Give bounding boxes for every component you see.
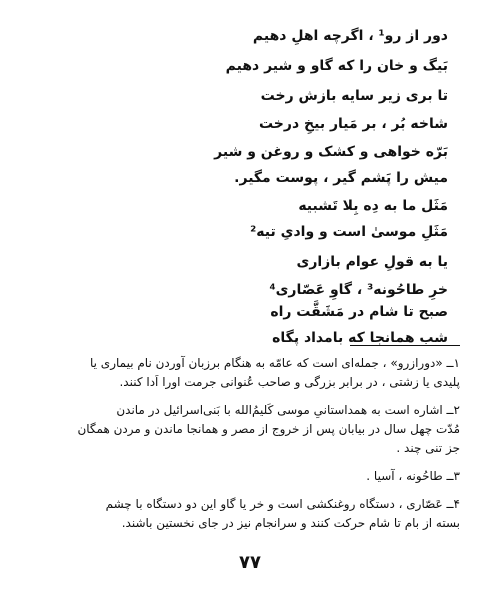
- poem-line-2: بَیگ و خان را که گاو و شیر دهیم: [225, 58, 448, 74]
- footnote-line: پلیدی یا زشتی ، در برابر بزرگی و صاحب عُنوانی جرمت اورا اَدا کنند.: [119, 375, 460, 389]
- poem-line-5: بَرّه خواهی و کشک و روغن و شیر: [214, 144, 448, 160]
- poem-line-6: میش را پَشم گیر ، پوست مگیر.: [234, 170, 448, 186]
- poem-line-1: دور از رو¹ ، اگرچه اهلِ دهیم: [252, 28, 448, 44]
- footnotes: [30, 354, 460, 542]
- poem-line-10: خرِ طاحُونه³ ، گاوِ عَصّاری⁴: [269, 282, 448, 298]
- poem-line-12: شب همانجا که بامداد پگاه: [272, 330, 448, 346]
- footnote-line: مُدّت چهل سال در بیابان پس از خروج از مصر و همانجا ماندن و مردن همگان: [77, 422, 460, 436]
- footnote-4: [30, 495, 460, 533]
- poem-line-4: شاخه بُر ، بر مَیار بیخِ درخت: [258, 116, 448, 132]
- page-number: ۷۷: [239, 552, 261, 573]
- footnote-3: [30, 467, 460, 486]
- footnote-2: [30, 401, 460, 458]
- footnote-1: [30, 354, 460, 392]
- poem-line-3: تا بری زیر سایه بازش رخت: [260, 88, 448, 104]
- footnote-line: ۲ــ اشاره است به همداستانیِ موسی کَلیمُ‌الله با بَنی‌اسرائیل در ماندن: [116, 403, 460, 417]
- footnote-line: ۱ــ «دورازرو» ، جمله‌ای است که عامّه به هنگام برزبان آوردن نام بیماری یا: [89, 356, 460, 370]
- poem-line-11: صبح تا شام در مَشَقَّت راه: [270, 304, 448, 320]
- poem-line-8: مَثَلِ موسیٰ است و وادیِ تیه²: [250, 224, 448, 240]
- footnote-line: جز تنی چند .: [396, 441, 460, 455]
- footnote-divider: [350, 345, 460, 346]
- footnote-line: ۴ــ عَصّاری ، دستگاه روغنکشی است و خر یا گاو این دو دستگاه با چشم: [105, 497, 460, 511]
- poem-line-7: مَثَل ما به دِه بِلا تَشبیه: [298, 198, 448, 214]
- footnote-line: بسته از بام تا شام حرکت کنند و سرانجام نیز در جای نخستین باشند.: [121, 516, 460, 530]
- footnote-line: ۳ــ طاحُونه ، آسیا .: [366, 469, 460, 483]
- poem-line-9: یا به قولِ عوام بازاری: [296, 254, 448, 270]
